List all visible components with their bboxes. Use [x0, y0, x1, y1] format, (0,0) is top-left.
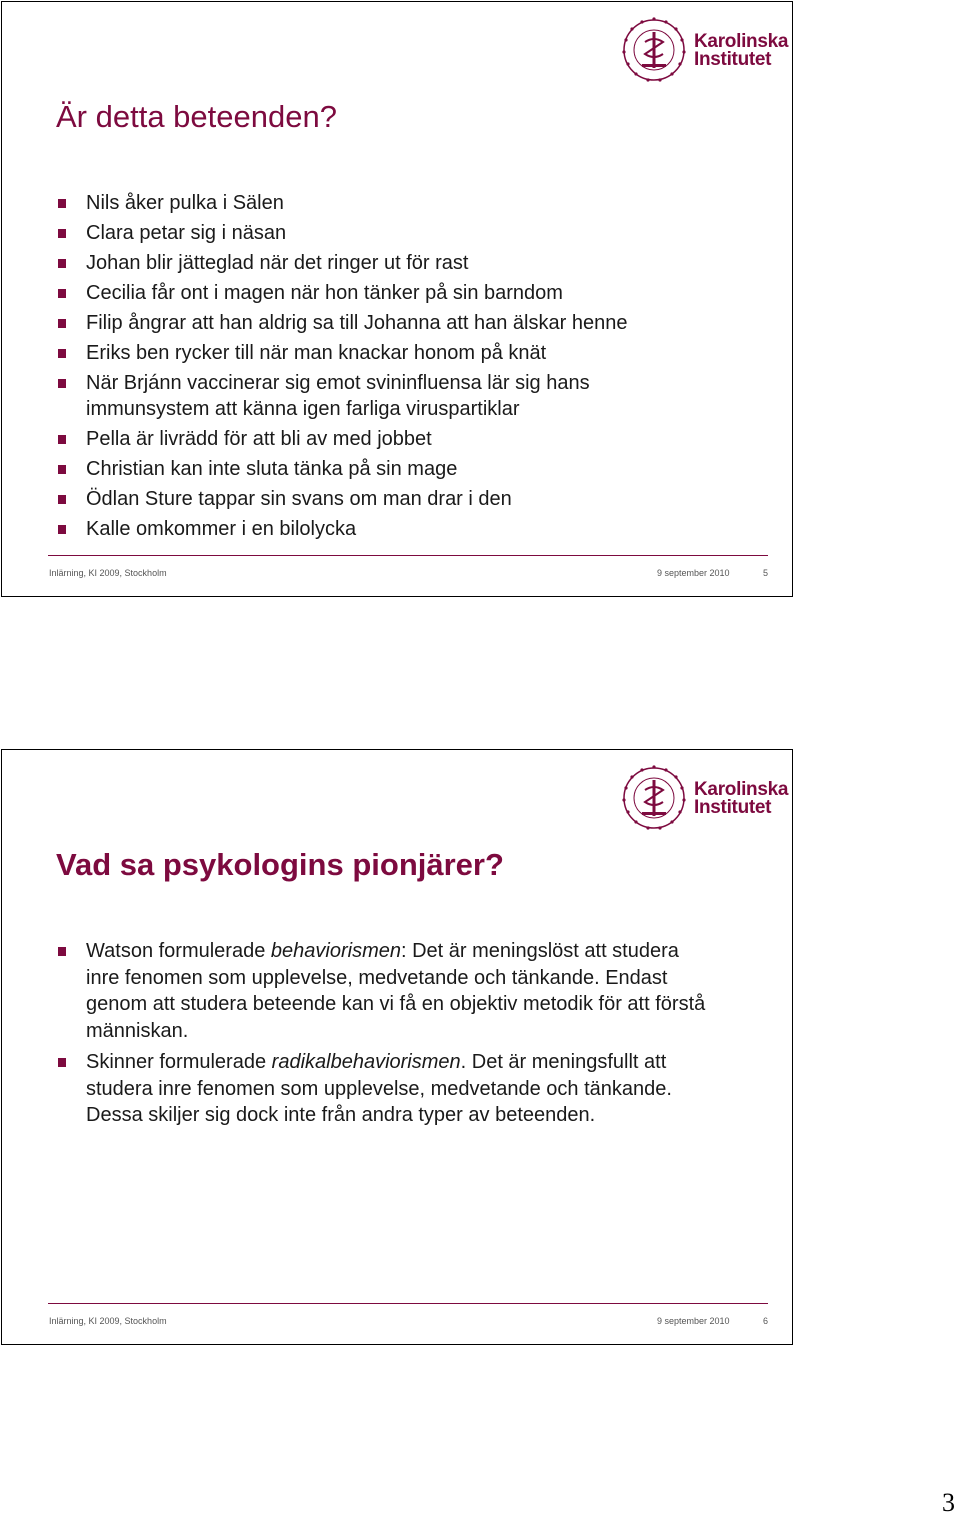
footer-divider	[48, 1303, 768, 1304]
list-item	[56, 310, 696, 336]
slide-number: 5	[763, 568, 769, 578]
slide-number: 6	[763, 1316, 769, 1326]
list-item-text: Ödlan Sture tappar sin svans om man drar i den	[86, 488, 512, 510]
square-bullet-icon	[58, 319, 66, 328]
ki-seal-icon	[620, 762, 692, 834]
bullet-list	[56, 190, 696, 546]
square-bullet-icon	[58, 259, 66, 268]
karolinska-logo	[620, 762, 789, 834]
logo-wordmark-line1: Karolinska	[694, 31, 789, 52]
slide-1	[1, 1, 793, 597]
page-number: 3	[942, 1488, 955, 1517]
slide-title: Är detta beteenden?	[56, 99, 337, 134]
square-bullet-icon	[58, 349, 66, 358]
footer-course: Inlärning, KI 2009, Stockholm	[49, 568, 167, 578]
list-item	[56, 516, 696, 542]
list-item-text: Eriks ben rycker till när man knackar honom på knät	[86, 342, 547, 364]
list-item	[56, 426, 696, 452]
list-item-text-rest: . Det är meningsfullt att studera inre fenomen som upplevelse, medvetande och tänkande. Dessa skiljer sig dock inte från andra typer av beteenden.	[86, 1051, 672, 1126]
square-bullet-icon	[58, 1058, 66, 1067]
list-item	[56, 938, 716, 1044]
square-bullet-icon	[58, 435, 66, 444]
list-item-text-lead: Watson formulerade	[86, 940, 271, 962]
square-bullet-icon	[58, 525, 66, 534]
list-item-text: Pella är livrädd för att bli av med jobbet	[86, 428, 432, 450]
square-bullet-icon	[58, 199, 66, 208]
logo-wordmark-line2: Institutet	[694, 797, 772, 818]
list-item	[56, 486, 696, 512]
footer-course: Inlärning, KI 2009, Stockholm	[49, 1316, 167, 1326]
square-bullet-icon	[58, 379, 66, 388]
list-item-text-rest: : Det är meningslöst att studera inre fenomen som upplevelse, medvetande och tänkande. Endast genom att studera beteende kan vi få en objektiv metodik för att förstå människan.	[86, 940, 706, 1042]
list-item	[56, 340, 696, 366]
list-item-text: Kalle omkommer i en bilolycka	[86, 518, 357, 540]
list-item	[56, 280, 696, 306]
square-bullet-icon	[58, 947, 66, 956]
square-bullet-icon	[58, 465, 66, 474]
list-item	[56, 190, 696, 216]
logo-wordmark-line2: Institutet	[694, 49, 772, 70]
list-item	[56, 370, 696, 422]
list-item	[56, 1049, 716, 1129]
ki-seal-icon	[620, 14, 692, 86]
footer-date: 9 september 2010	[657, 568, 730, 578]
list-item-text: Christian kan inte sluta tänka på sin mage	[86, 458, 458, 480]
list-item-text: När Brjánn vaccinerar sig emot svininfluensa lär sig hans immunsystem att känna igen farliga viruspartiklar	[86, 372, 590, 420]
square-bullet-icon	[58, 289, 66, 298]
footer-divider	[48, 555, 768, 556]
logo-wordmark-line1: Karolinska	[694, 779, 789, 800]
bullet-list	[56, 938, 716, 1134]
slide-title: Vad sa psykologins pionjärer?	[56, 847, 504, 882]
list-item-text: Johan blir jätteglad när det ringer ut för rast	[86, 252, 469, 274]
list-item-text-lead: Skinner formulerade	[86, 1051, 272, 1073]
list-item-text: Nils åker pulka i Sälen	[86, 192, 284, 214]
list-item	[56, 456, 696, 482]
list-item-text: Cecilia får ont i magen när hon tänker på sin barndom	[86, 282, 563, 304]
list-item	[56, 220, 696, 246]
karolinska-logo	[620, 14, 789, 86]
list-item	[56, 250, 696, 276]
list-item-term: behaviorismen	[270, 940, 401, 962]
list-item-text: Filip ångrar att han aldrig sa till Johanna att han älskar henne	[86, 312, 628, 334]
square-bullet-icon	[58, 229, 66, 238]
slide-2	[1, 749, 793, 1345]
footer-date: 9 september 2010	[657, 1316, 730, 1326]
list-item-term: radikalbehaviorismen	[271, 1051, 461, 1073]
square-bullet-icon	[58, 495, 66, 504]
list-item-text: Clara petar sig i näsan	[86, 222, 287, 244]
